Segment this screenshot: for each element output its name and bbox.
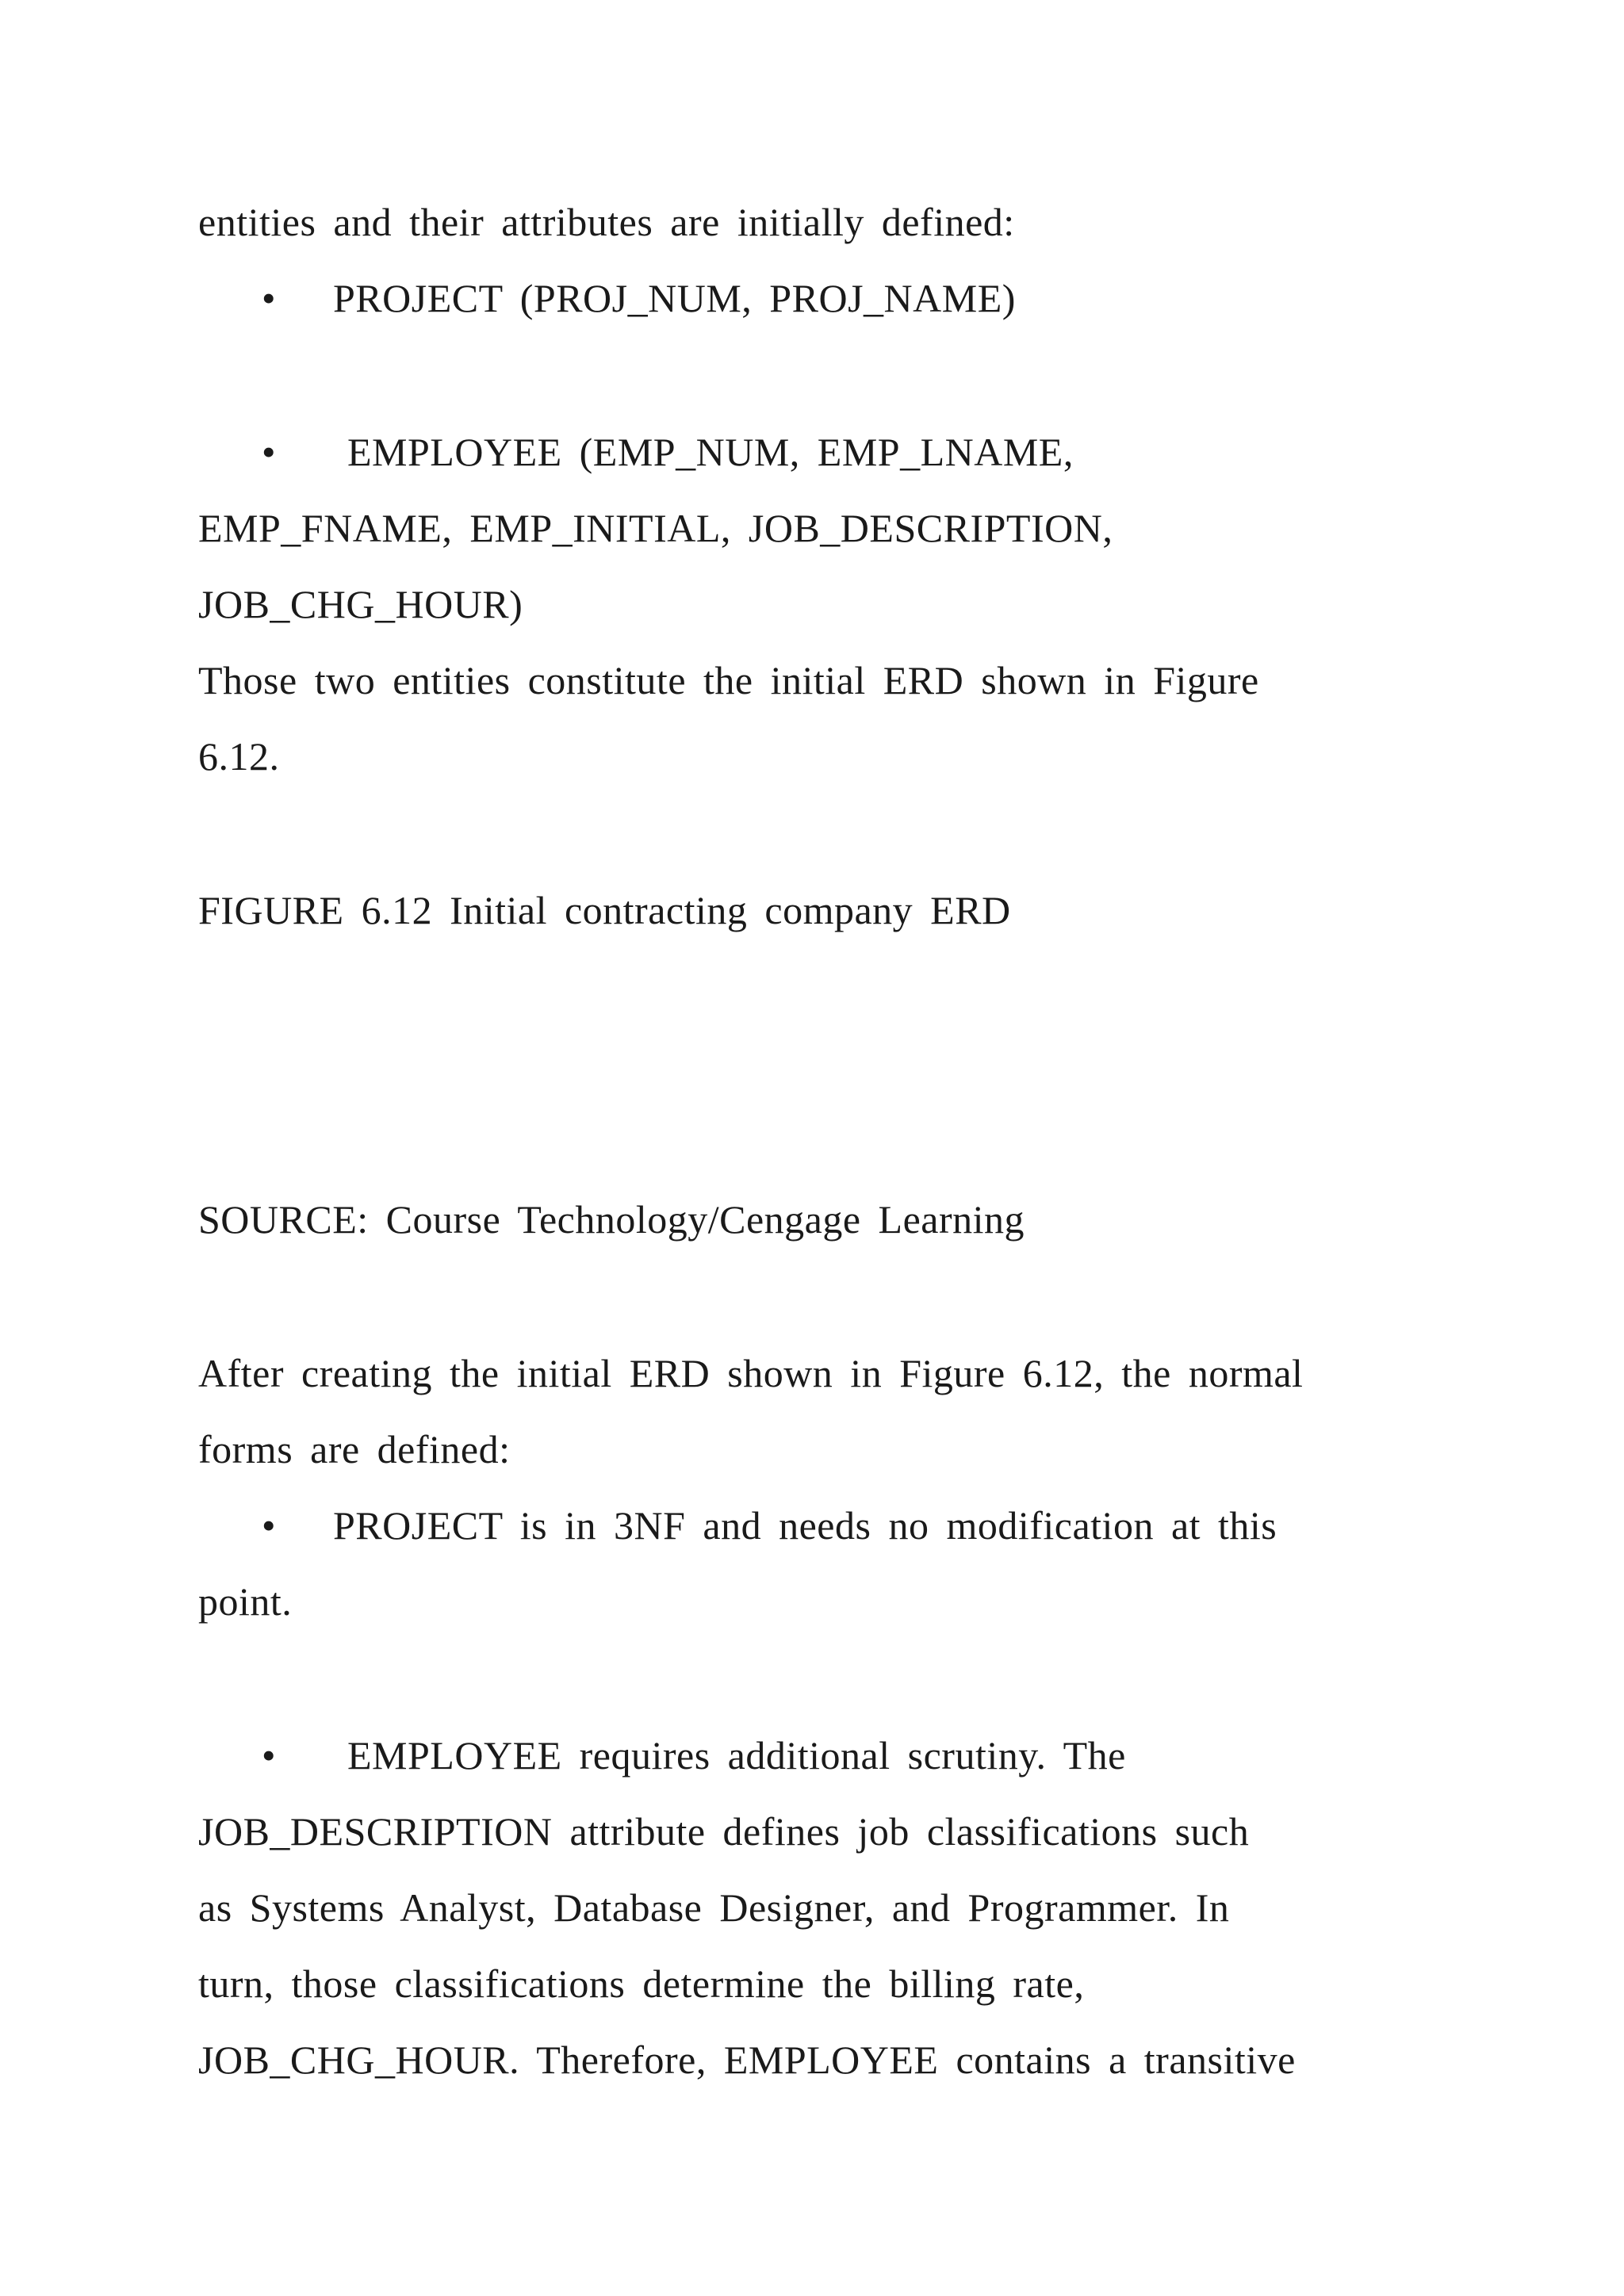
bullet-icon: • xyxy=(262,430,277,474)
bullet-continuation-line: JOB_CHG_HOUR) xyxy=(198,582,523,626)
bullet-continuation-line: JOB_CHG_HOUR. Therefore, EMPLOYEE contains a transitive xyxy=(198,2038,1296,2082)
bullet-continuation-line: point. xyxy=(198,1579,293,1624)
bullet-text: EMPLOYEE requires additional scrutiny. The xyxy=(347,1733,1126,1777)
paragraph-line: Those two entities constitute the initial ERD shown in Figure xyxy=(198,658,1259,702)
paragraph-line: After creating the initial ERD shown in Figure 6.12, the normal xyxy=(198,1351,1304,1395)
bullet-project-3nf xyxy=(262,1502,1277,1549)
bullet-icon: • xyxy=(262,276,277,320)
bullet-continuation-line: as Systems Analyst, Database Designer, and Programmer. In xyxy=(198,1885,1230,1930)
bullet-icon: • xyxy=(262,1733,277,1777)
figure-caption: FIGURE 6.12 Initial contracting company ERD xyxy=(198,888,1011,932)
bullet-icon: • xyxy=(262,1503,277,1548)
paragraph-intro-line: entities and their attributes are initially defined: xyxy=(198,200,1015,244)
bullet-text: PROJECT is in 3NF and needs no modification at this xyxy=(333,1503,1277,1548)
bullet-project-entity xyxy=(262,274,1016,322)
paragraph-line: forms are defined: xyxy=(198,1427,511,1471)
figure-source: SOURCE: Course Technology/Cengage Learning xyxy=(198,1197,1025,1242)
bullet-continuation-line: JOB_DESCRIPTION attribute defines job classifications such xyxy=(198,1809,1250,1854)
bullet-employee-scrutiny xyxy=(262,1732,1126,1779)
bullet-continuation-line: EMP_FNAME, EMP_INITIAL, JOB_DESCRIPTION, xyxy=(198,506,1113,550)
bullet-employee-entity xyxy=(262,428,1074,476)
bullet-continuation-line: turn, those classifications determine the billing rate, xyxy=(198,1961,1085,2006)
bullet-text: EMPLOYEE (EMP_NUM, EMP_LNAME, xyxy=(347,430,1074,474)
paragraph-line: 6.12. xyxy=(198,734,280,779)
bullet-text: PROJECT (PROJ_NUM, PROJ_NAME) xyxy=(333,276,1016,320)
